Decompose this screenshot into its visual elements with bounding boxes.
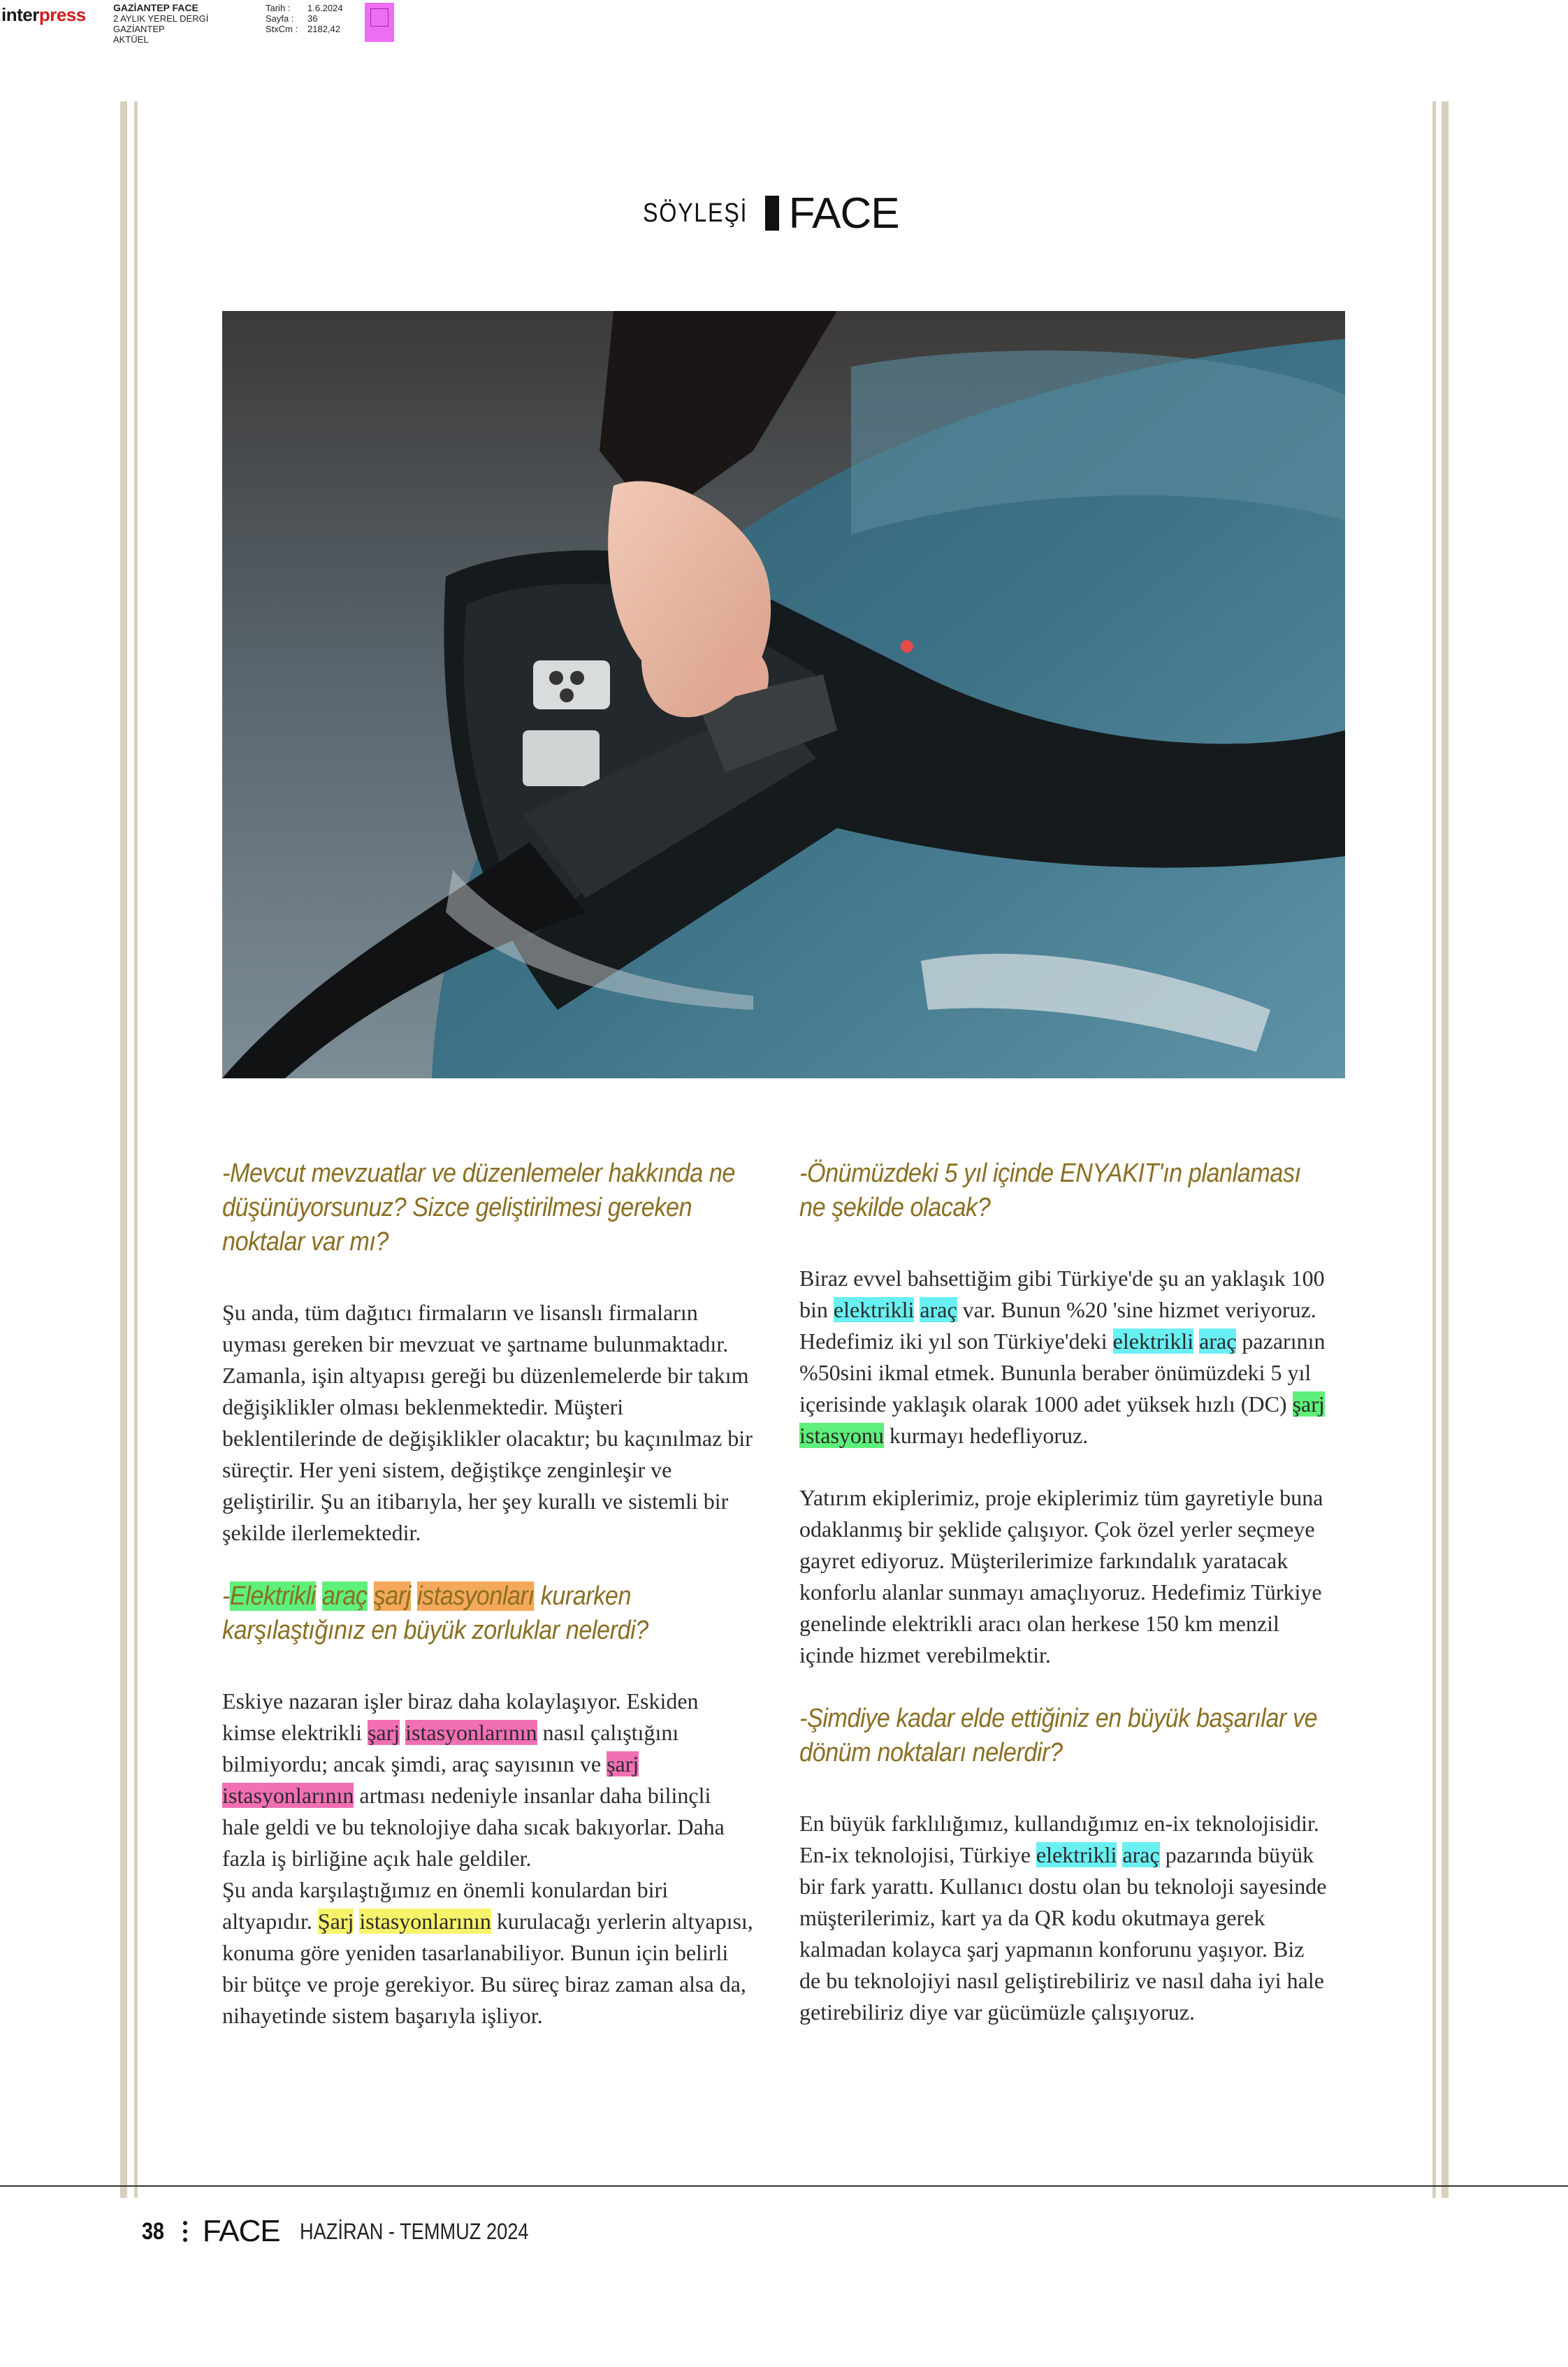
section-divider xyxy=(765,196,779,231)
answer-2: Eskiye nazaran işler biraz daha kolaylaşıyor. Eskiden kimse elektrikli şarj istasyonlarının nasıl çalıştığını bilmiyordu; ancak şimdi, araç sayısının ve şarj istasyonlarının artması nedeniyle insanlar daha bilinçli hale geldi ve bu teknolojiye daha sıcak bakıyorlar. Daha fazla iş birliğine açık hale geldiler. xyxy=(222,1688,725,1871)
highlight-word: araç xyxy=(1199,1329,1237,1354)
publication-category: AKTÜEL xyxy=(113,34,149,45)
right-rule-inner xyxy=(1432,101,1436,2198)
stcm-label: StxCm : xyxy=(266,24,298,34)
question-2: -Elektrikli araç şarj istasyonları kurarken karşılaştığınız en büyük zorluklar nelerdi? xyxy=(222,1581,648,1645)
highlight-word: elektrikli xyxy=(833,1297,915,1322)
page-value: 36 xyxy=(307,13,318,24)
page-footer xyxy=(140,2214,569,2249)
highlight-word: istasyonları xyxy=(416,1581,535,1611)
answer-3: Şu anda karşılaştığımız en önemli konulardan biri altyapıdır. Şarj istasyonlarının kurulacağı yerlerin altyapısı, konuma göre yeniden tasarlanabiliyor. Bunun için belirli bir bütçe ve proje gerekiyor. Bu süreç biraz zaman alsa da, nihayetinde sistem başarıyla işliyor. xyxy=(222,1877,753,2028)
right-column xyxy=(799,1157,1330,2059)
section-header xyxy=(643,189,899,238)
question-3: -Önümüzdeki 5 yıl içinde ENYAKIT'ın planlaması ne şekilde olacak? xyxy=(799,1159,1301,1222)
issue-date: HAZİRAN - TEMMUZ 2024 xyxy=(299,2218,529,2244)
publication-info xyxy=(113,3,208,45)
highlight-word: istasyonlarının xyxy=(222,1783,354,1808)
right-rule-outer xyxy=(1442,101,1449,2198)
footer-divider xyxy=(0,2185,1568,2187)
answer-4: Biraz evvel bahsettiğim gibi Türkiye'de şu an yaklaşık 100 bin elektrikli araç var. Bunun %20 'sine hizmet veriyoruz. Hedefimiz iki yıl son Türkiye'deki elektrikli araç pazarının %50sini ikmal etmek. Bununla beraber önümüzdeki 5 yıl içerisinde yaklaşık olarak 1000 adet yüksek hızlı (DC) şarj istasyonu kurmayı hedefliyoruz. xyxy=(799,1266,1326,1448)
answer-1: Şu anda, tüm dağıtıcı firmaların ve lisanslı firmaların uyması gereken bir mevzuat ve şartname bulunmaktadır. Zamanla, işin altyapısı gereği bu düzenlemelerde bir takım değişiklikler olması beklenmektedir. Müşteri beklentilerinde de değişiklikler olacaktır; bu kaçınılmaz bir süreçtir. Her yeni sistem, değiştikçe zenginleşir ve geliştirilir. Şu an itibarıyla, her şey kurallı ve sistemli bir şekilde ilerlemektedir. xyxy=(222,1300,753,1545)
clipping-meta xyxy=(266,3,343,34)
question-1: -Mevcut mevzuatlar ve düzenlemeler hakkında ne düşünüyorsunuz? Sizce geliştirilmesi gereken noktalar var mı? xyxy=(222,1159,735,1257)
answer-6: En büyük farklılığımız, kullandığımız en-ix teknolojisidir. En-ix teknolojisi, Türkiye elektrikli araç pazarında büyük bir fark yarattı. Kullanıcı dostu olan bu teknoloji sayesinde müşterilerimiz, kart ya da QR kodu okutmaya gerek kalmadan kolayca şarj yapmanın konforunu yaşıyor. Biz de bu teknolojiyi nasıl geliştirebiliriz ve nasıl daha iyi hale getirebiliriz diye var gücümüzle çalışıyoruz. xyxy=(799,1811,1327,2025)
vertical-dots-icon xyxy=(183,2221,187,2242)
highlight-word: araç xyxy=(321,1581,368,1611)
highlight-word: elektrikli xyxy=(1112,1329,1194,1354)
clipping-tag-icon xyxy=(365,3,394,42)
highlight-word: araç xyxy=(920,1297,957,1322)
page-number: 38 xyxy=(141,2217,164,2245)
highlight-word: istasyonu xyxy=(799,1423,884,1448)
left-column xyxy=(222,1157,753,2062)
publication-name: GAZİANTEP FACE xyxy=(113,2,198,13)
page-label: Sayfa : xyxy=(266,13,294,24)
date-label: Tarih : xyxy=(266,3,291,13)
highlight-word: şarj xyxy=(1292,1391,1325,1417)
footer-brand: FACE xyxy=(202,2214,280,2248)
highlight-word: şarj xyxy=(607,1751,639,1776)
ev-charging-photo xyxy=(222,311,1345,1078)
ev-charging-illustration xyxy=(222,311,1345,1078)
highlight-word: Elektrikli xyxy=(229,1581,316,1611)
highlight-word: elektrikli xyxy=(1036,1842,1117,1867)
highlight-word: şarj xyxy=(367,1720,400,1745)
highlight-word: şarj xyxy=(373,1581,411,1611)
date-value: 1.6.2024 xyxy=(307,3,343,13)
question-4: -Şimdiye kadar elde ettiğiniz en büyük başarılar ve dönüm noktaları nelerdir? xyxy=(799,1704,1318,1767)
publication-city: GAZİANTEP xyxy=(113,24,165,34)
clipping-header xyxy=(0,0,419,49)
highlight-word: istasyonlarının xyxy=(359,1909,491,1934)
interpress-logo: interpress xyxy=(1,4,86,25)
left-rule-inner xyxy=(134,101,138,2198)
stcm-value: 2182,42 xyxy=(307,24,340,34)
answer-5: Yatırım ekiplerimiz, proje ekiplerimiz tüm gayretiyle buna odaklanmış bir şeklide çalışıyor. Çok özel yerler seçmeye gayret ediyoruz. Müşterilerimize farkındalık yaratacak konforlu alanlar sunmayı amaçlıyoruz. Hedefimiz Türkiye genelinde elektrikli aracı olan herkese 150 km menzil içinde hizmet verebilmektir. xyxy=(799,1485,1323,1667)
highlight-word: istasyonlarının xyxy=(405,1720,537,1745)
highlight-word: Şarj xyxy=(317,1909,354,1934)
section-label: SÖYLEŞİ xyxy=(643,198,748,228)
left-rule-outer xyxy=(120,101,127,2198)
highlight-word: araç xyxy=(1122,1842,1160,1867)
publication-frequency: 2 AYLIK YEREL DERGİ xyxy=(113,13,209,24)
magazine-brand: FACE xyxy=(788,189,899,238)
